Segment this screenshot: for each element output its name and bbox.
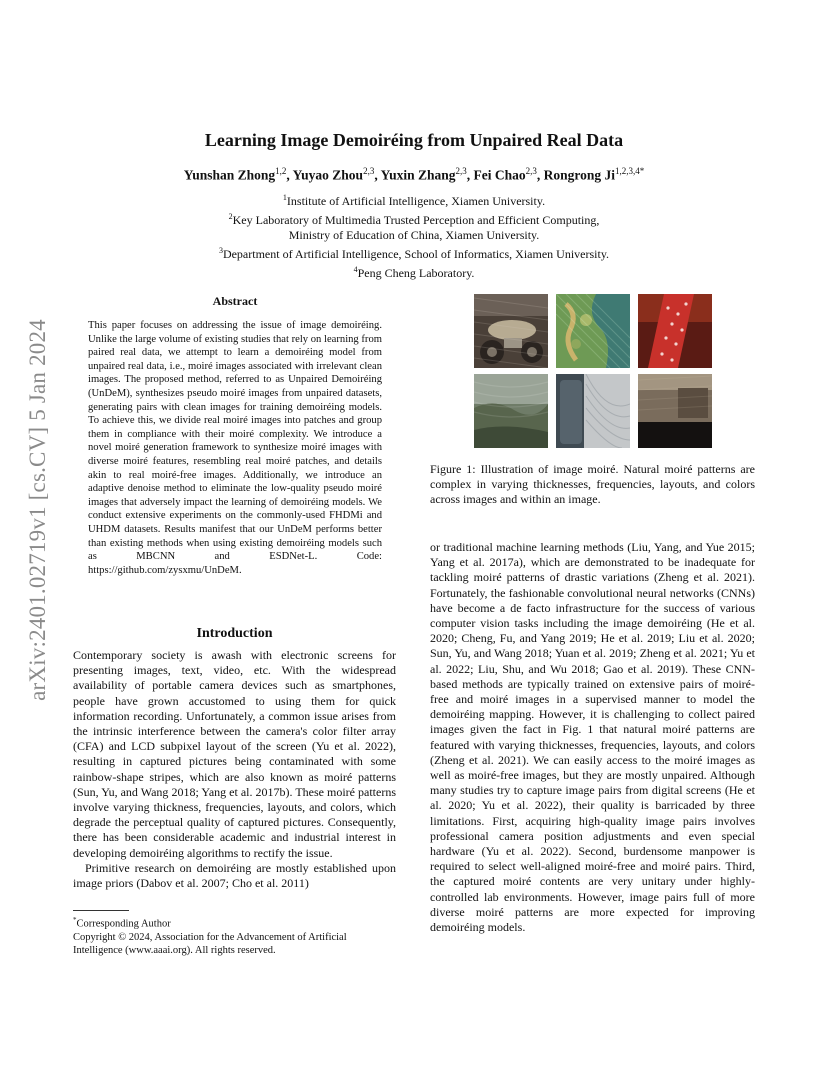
footnote — [73, 914, 396, 957]
moire-photo-red-fabric — [638, 294, 712, 368]
arxiv-stamp-text: arXiv:2401.02719v1 [cs.CV] 5 Jan 2024 — [25, 319, 50, 701]
affiliation-line — [0, 228, 828, 243]
author-name: Yuyao Zhou — [292, 167, 364, 183]
figure-1 — [474, 294, 714, 444]
author-name: Yunshan Zhong — [183, 167, 276, 183]
author-affil-sup: 2,3 — [363, 166, 375, 176]
affiliations — [0, 190, 828, 281]
copyright-note: Copyright © 2024, Association for the Advancement of Artificial Intelligence (www.aaai.org). All rights reserved. — [73, 931, 347, 956]
affiliation-text: Ministry of Education of China, Xiamen University. — [288, 228, 540, 242]
paper-title: Learning Image Demoiréing from Unpaired Real Data — [204, 130, 624, 150]
corresponding-text: Corresponding Author — [76, 918, 171, 930]
author-list — [0, 166, 828, 184]
affiliation-line — [0, 190, 828, 209]
author-separator: , — [466, 167, 474, 183]
affiliation-sup: 2 — [228, 212, 233, 221]
author-separator: , — [536, 167, 544, 183]
introduction-heading: Introduction — [196, 626, 273, 641]
author-affil-sup: 2,3 — [525, 166, 537, 176]
moire-photo-landscape — [474, 374, 548, 448]
moire-photo-cup — [556, 374, 630, 448]
author-separator: , — [286, 167, 293, 183]
arxiv-stamp — [20, 300, 56, 720]
abstract-body — [88, 319, 382, 577]
right-column-body — [430, 540, 755, 935]
figure-1-caption: Figure 1: Illustration of image moiré. Natural moiré patterns are complex in varying thicknesses, frequencies, layouts, and colors across images and within an image. — [430, 462, 755, 507]
moire-photo-motorcycle — [474, 294, 548, 368]
affiliation-text: Key Laboratory of Multimedia Trusted Perception and Efficient Computing, — [232, 213, 600, 227]
author-name: Rongrong Ji — [543, 167, 616, 183]
corresponding-note — [73, 914, 396, 931]
affiliation-line — [0, 209, 828, 228]
affiliation-text: Department of Artificial Intelligence, School of Informatics, Xiamen University. — [222, 247, 610, 261]
abstract-text: This paper focuses on addressing the issue of image demoiréing. Unlike the large volume of existing studies that rely on learning from paired real data, we attempt to learn a demoiréing model from unpaired real data, i.e., moiré images associated with irrelevant clean images. The proposed method, referred to as Unpaired Demoiréing (UnDeM), synthesizes pseudo moiré images from unpaired datasets, generating pairs with clean images for training demoiréing models. To achieve this, we divide real moiré images into patches and group them in compliance with their moiré complexity. We introduce a novel moiré generation framework to synthesize moiré images with diverse moiré features, resembling real moiré patches, and details akin to real moiré-free images. Additionally, we introduce an adaptive denoise method to eliminate the low-quality pseudo moiré images that adversely impact the learning of demoiréing models. We conduct extensive experiments on the commonly-used FHDMi and UHDM datasets. Results manifest that our UnDeM performs better than existing methods when using existing demoiréing models such as MBCNN and ESDNet-L. Code: — [88, 320, 382, 563]
affiliation-sup: 4 — [353, 265, 358, 274]
footnote-marker: * — [73, 916, 77, 924]
introduction-body — [73, 648, 396, 891]
paragraph: Primitive research on demoiréing are mostly established upon image priors (Dabov et al. 2007; Cho et al. 2011) — [73, 860, 396, 891]
paragraph: or traditional machine learning methods (Liu, Yang, and Yue 2015; Yang et al. 2017a), which are demonstrated to be inadequate for tackling moiré patterns of drastic variations (Zheng et al. 2021). Fortunately, the fashionable convolutional neural networks (CNNs) have become a de facto infrastructure for the success of various computer vision tasks including the image demoiréing (He et al. 2020; Cheng, Fu, and Yang 2019; He et al. 2019; Liu et al. 2020; Sun, Yu, and Wang 2018; Yuan et al. 2019; Zheng et al. 2021; Yu et al. 2022; Liu, Shu, and Wu 2018; Gao et al. 2019). These CNN-based methods are typically trained on extensive pairs of moiré-free and moiré images in a supervised manner to model the demoiréing mapping. However, it is challenging to collect paired images given the fact in Fig. 1 that natural moiré patterns are featured with varying thicknesses, frequencies, layouts, and colors (Zheng et al. 2021). We can easily access to the moiré images as well as moiré-free images, but they are mostly unpaired. Although many studies try to capture image pairs from digital screens (He et al. 2020; Yu et al. 2022), their quality is barricaded by three limitations. First, acquiring high-quality image pairs involves professional camera position adjustments and even special hardware (Yu et al. 2022). Second, burdensome manpower is required to select well-aligned moiré-free and moiré pairs. Third, the captured moiré contents are very unitary under highly-controlled lab environments. However, image pairs full of more diverse moiré patterns are more expected for improving demoiréing models. — [430, 540, 755, 935]
affiliation-line — [0, 243, 828, 262]
affiliation-sup: 1 — [282, 193, 287, 202]
footnote-divider — [73, 910, 129, 911]
affiliation-sup: 3 — [218, 246, 223, 255]
author-affil-sup: 1,2 — [275, 166, 287, 176]
affiliation-text: Peng Cheng Laboratory. — [357, 266, 475, 280]
abstract-heading: Abstract — [212, 294, 258, 308]
author-name: Yuxin Zhang — [380, 167, 456, 183]
affiliation-text: Institute of Artificial Intelligence, Xiamen University. — [286, 194, 546, 208]
author-separator: , — [374, 167, 381, 183]
paragraph: Contemporary society is awash with electronic screens for presenting images, text, video, etc. With the widespread availability of portable camera devices such as smartphones, people have grown accustomed to using them for quick information recording. Unfortunately, a common issue arises from the intrinsic interference between the camera's color filter array (CFA) and LCD subpixel layout of the screen (Yu et al. 2022), resulting in captured pictures being contaminated with some rainbow-shape stripes, which are also known as moiré patterns (Sun, Yu, and Wang 2018; Yang et al. 2017b). These moiré patterns involve varying thickness, frequencies, layouts, and colors, which degrade the perceptual quality of captured pictures. Consequently, there has been considerable academic and industrial interest in developing demoiréing algorithms to rectify the issue. — [73, 648, 396, 860]
moire-photo-map — [556, 294, 630, 368]
author-affil-sup: 2,3 — [455, 166, 467, 176]
moire-photo-dark-scene — [638, 374, 712, 448]
author-affil-sup: 1,2,3,4* — [615, 166, 645, 176]
affiliation-line — [0, 262, 828, 281]
author-name: Fei Chao — [473, 167, 526, 183]
code-link[interactable]: https://github.com/zysxmu/UnDeM. — [88, 564, 242, 576]
